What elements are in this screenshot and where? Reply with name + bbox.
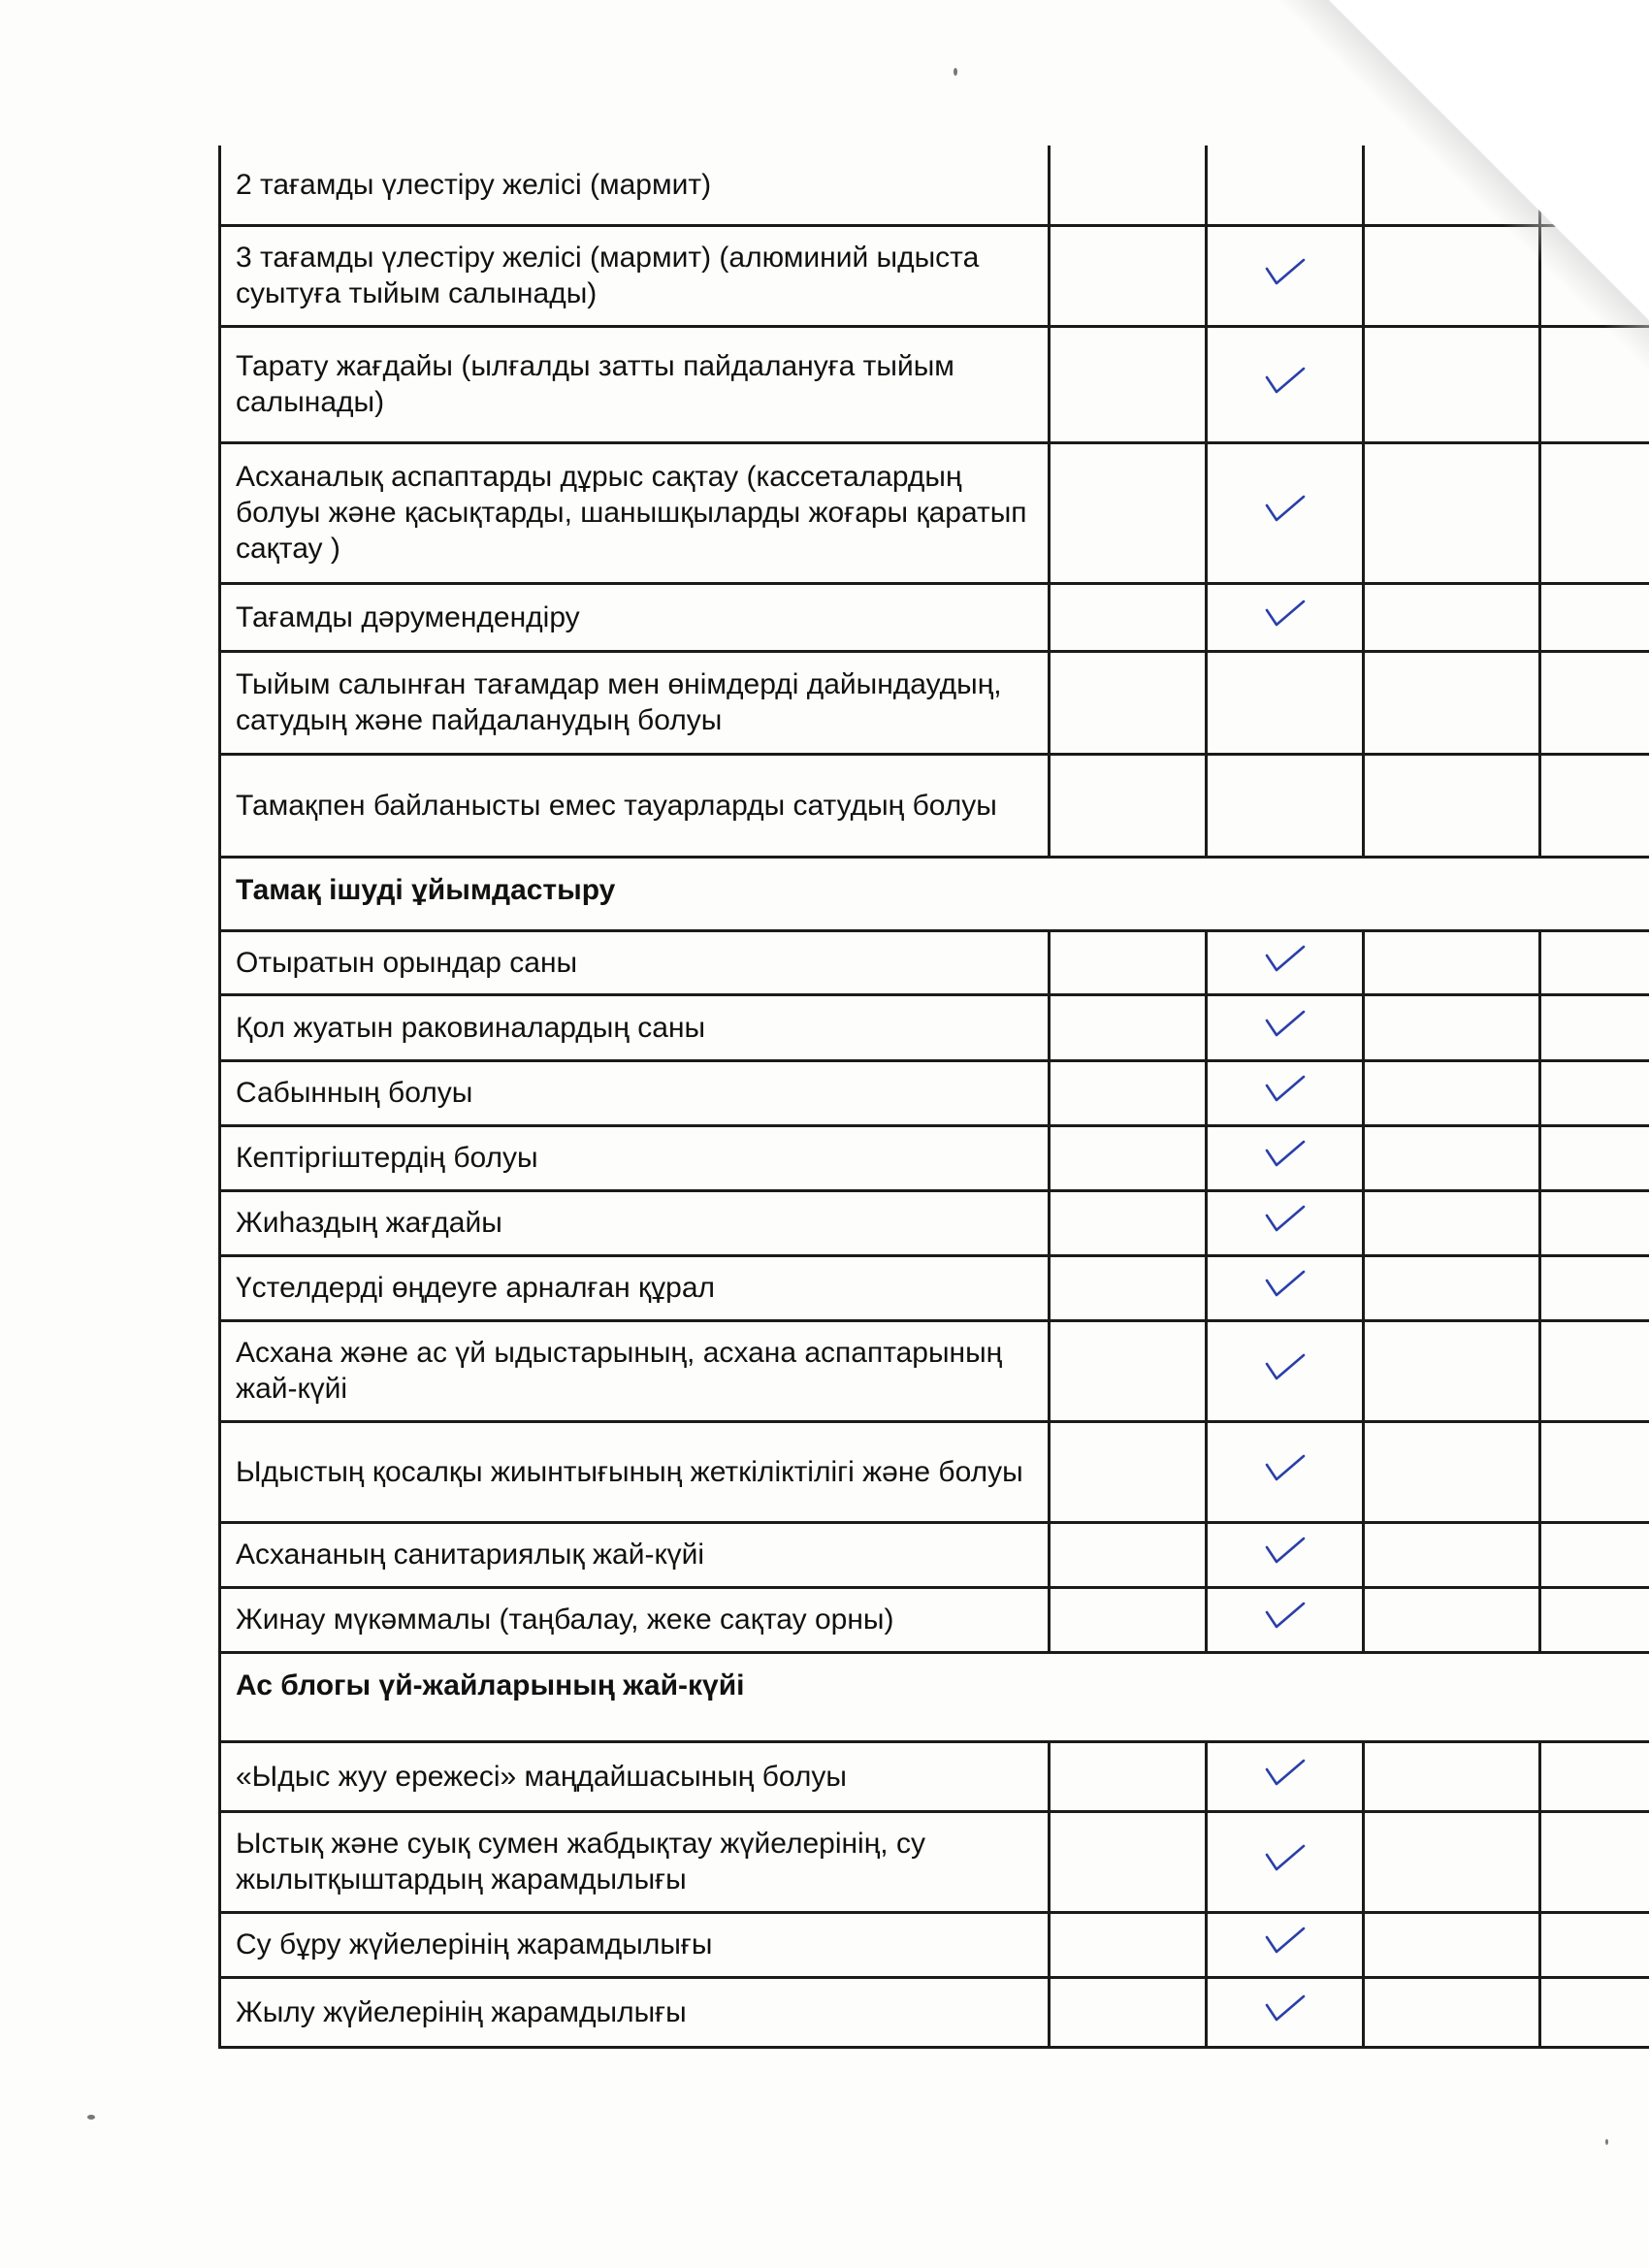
mark-cell-4 (1540, 1912, 1649, 1977)
item-label: Су бұру жүйелерінің жарамдылығы (220, 1912, 1050, 1977)
checkmark-icon (1264, 1843, 1307, 1872)
mark-cell-1 (1050, 1912, 1207, 1977)
mark-cell-1 (1050, 651, 1207, 754)
mark-cell-3 (1364, 1977, 1540, 2047)
item-label: Тарату жағдайы (ылғалды затты пайдалануға тыйым салынады) (220, 326, 1050, 442)
mark-cell-3 (1364, 1811, 1540, 1912)
item-label: Үстелдерді өңдеуге арналған құрал (220, 1255, 1050, 1320)
mark-cell-2 (1207, 1421, 1364, 1522)
mark-cell-2 (1207, 1977, 1364, 2047)
mark-cell-3 (1364, 994, 1540, 1060)
scan-speck (954, 68, 957, 76)
table-row (220, 1912, 1649, 1977)
table-row (220, 1811, 1649, 1912)
mark-cell-2 (1207, 1912, 1364, 1977)
checkmark-icon (1264, 1758, 1307, 1787)
mark-cell-4 (1540, 326, 1649, 442)
mark-cell-2 (1207, 1255, 1364, 1320)
mark-cell-2 (1207, 1522, 1364, 1587)
table-row (220, 1320, 1649, 1421)
checkmark-icon (1264, 599, 1307, 628)
mark-cell-3 (1364, 1255, 1540, 1320)
mark-cell-4 (1540, 583, 1649, 651)
checkmark-icon (1264, 1352, 1307, 1381)
section-heading: Тамақ ішуді ұйымдастыру (220, 857, 1649, 930)
item-label: Асхана және ас үй ыдыстарының, асхана аспаптарының жай-күйі (220, 1320, 1050, 1421)
mark-cell-2 (1207, 326, 1364, 442)
checkmark-icon (1264, 1139, 1307, 1168)
mark-cell-3 (1364, 1060, 1540, 1125)
mark-cell-3 (1364, 1125, 1540, 1190)
mark-cell-1 (1050, 1587, 1207, 1652)
mark-cell-1 (1050, 225, 1207, 326)
mark-cell-3 (1364, 1912, 1540, 1977)
mark-cell-2 (1207, 994, 1364, 1060)
table-row (220, 994, 1649, 1060)
mark-cell-4 (1540, 1977, 1649, 2047)
mark-cell-1 (1050, 1421, 1207, 1522)
mark-cell-1 (1050, 146, 1207, 225)
mark-cell-3 (1364, 1587, 1540, 1652)
checkmark-icon (1264, 1601, 1307, 1630)
mark-cell-4 (1540, 1320, 1649, 1421)
mark-cell-3 (1364, 651, 1540, 754)
mark-cell-4 (1540, 1421, 1649, 1522)
item-label: Ыстық және суық сумен жабдықтау жүйелерінің, су жылытқыштардың жарамдылығы (220, 1811, 1050, 1912)
table-row (220, 1255, 1649, 1320)
mark-cell-4 (1540, 930, 1649, 994)
checkmark-icon (1264, 1453, 1307, 1482)
table-row (220, 1977, 1649, 2047)
mark-cell-3 (1364, 326, 1540, 442)
mark-cell-3 (1364, 754, 1540, 857)
checkmark-icon (1264, 366, 1307, 395)
checkmark-icon (1264, 257, 1307, 286)
mark-cell-1 (1050, 1741, 1207, 1811)
mark-cell-4 (1540, 994, 1649, 1060)
table-row (220, 583, 1649, 651)
checkmark-icon (1264, 944, 1307, 973)
mark-cell-1 (1050, 326, 1207, 442)
mark-cell-4 (1540, 442, 1649, 583)
mark-cell-4 (1540, 1190, 1649, 1255)
item-label: Қол жуатын раковиналардың саны (220, 994, 1050, 1060)
section-row (220, 857, 1649, 930)
mark-cell-4 (1540, 1587, 1649, 1652)
table-row (220, 442, 1649, 583)
mark-cell-2 (1207, 1587, 1364, 1652)
mark-cell-2 (1207, 583, 1364, 651)
mark-cell-4 (1540, 754, 1649, 857)
item-label: Жинау мүкәммалы (таңбалау, жеке сақтау орны) (220, 1587, 1050, 1652)
mark-cell-1 (1050, 1060, 1207, 1125)
section-row (220, 1652, 1649, 1741)
item-label: Кептіргіштердің болуы (220, 1125, 1050, 1190)
table-row (220, 1060, 1649, 1125)
table-row (220, 1125, 1649, 1190)
item-label: Асхананың санитариялық жай-күйі (220, 1522, 1050, 1587)
item-label: Отыратын орындар саны (220, 930, 1050, 994)
mark-cell-1 (1050, 1522, 1207, 1587)
item-label: «Ыдыс жуу ережесі» маңдайшасының болуы (220, 1741, 1050, 1811)
table-row (220, 754, 1649, 857)
mark-cell-3 (1364, 930, 1540, 994)
item-label: Ыдыстың қосалқы жиынтығының жеткіліктілігі және болуы (220, 1421, 1050, 1522)
mark-cell-4 (1540, 1522, 1649, 1587)
table-row (220, 1587, 1649, 1652)
checkmark-icon (1264, 1536, 1307, 1565)
table-row (220, 1741, 1649, 1811)
mark-cell-1 (1050, 994, 1207, 1060)
mark-cell-4 (1540, 651, 1649, 754)
checkmark-icon (1264, 1926, 1307, 1955)
section-heading: Ас блогы үй-жайларының жай-күйі (220, 1652, 1649, 1741)
mark-cell-3 (1364, 1190, 1540, 1255)
item-label: Тыйым салынған тағамдар мен өнімдерді дайындаудың, сатудың және пайдаланудың болуы (220, 651, 1050, 754)
item-label: Сабынның болуы (220, 1060, 1050, 1125)
mark-cell-1 (1050, 930, 1207, 994)
checkmark-icon (1264, 1269, 1307, 1298)
item-label: Тағамды дәрумендендіру (220, 583, 1050, 651)
mark-cell-1 (1050, 1190, 1207, 1255)
mark-cell-2 (1207, 1125, 1364, 1190)
mark-cell-2 (1207, 1320, 1364, 1421)
mark-cell-1 (1050, 1977, 1207, 2047)
checklist-table (218, 146, 1649, 2049)
mark-cell-2 (1207, 754, 1364, 857)
mark-cell-1 (1050, 1125, 1207, 1190)
item-label: Жылу жүйелерінің жарамдылығы (220, 1977, 1050, 2047)
mark-cell-1 (1050, 442, 1207, 583)
table-row (220, 326, 1649, 442)
mark-cell-3 (1364, 1421, 1540, 1522)
mark-cell-2 (1207, 651, 1364, 754)
mark-cell-1 (1050, 1811, 1207, 1912)
table-row (220, 930, 1649, 994)
mark-cell-2 (1207, 930, 1364, 994)
item-label: 2 тағамды үлестіру желісі (мармит) (220, 146, 1050, 225)
item-label: Жиһаздың жағдайы (220, 1190, 1050, 1255)
mark-cell-2 (1207, 1190, 1364, 1255)
checkmark-icon (1264, 1204, 1307, 1233)
mark-cell-4 (1540, 1811, 1649, 1912)
checklist-body (220, 146, 1649, 2047)
mark-cell-4 (1540, 1125, 1649, 1190)
mark-cell-1 (1050, 583, 1207, 651)
checkmark-icon (1264, 1009, 1307, 1038)
table-row (220, 651, 1649, 754)
item-label: 3 тағамды үлестіру желісі (мармит) (алюминий ыдыста суытуға тыйым салынады) (220, 225, 1050, 326)
item-label: Асханалық аспаптарды дұрыс сақтау (кассеталардың болуы және қасықтарды, шанышқыларды жоғары қаратып сақтау ) (220, 442, 1050, 583)
mark-cell-1 (1050, 1255, 1207, 1320)
mark-cell-1 (1050, 754, 1207, 857)
mark-cell-2 (1207, 442, 1364, 583)
mark-cell-2 (1207, 1060, 1364, 1125)
mark-cell-3 (1364, 442, 1540, 583)
checkmark-icon (1264, 494, 1307, 523)
table-row (220, 1421, 1649, 1522)
checkmark-icon (1264, 1993, 1307, 2023)
mark-cell-2 (1207, 1741, 1364, 1811)
mark-cell-3 (1364, 1320, 1540, 1421)
table-row (220, 1190, 1649, 1255)
mark-cell-4 (1540, 1255, 1649, 1320)
folded-corner (1329, 0, 1649, 320)
mark-cell-1 (1050, 1320, 1207, 1421)
mark-cell-4 (1540, 1060, 1649, 1125)
mark-cell-4 (1540, 1741, 1649, 1811)
item-label: Тамақпен байланысты емес тауарларды сатудың болуы (220, 754, 1050, 857)
scan-speck (1605, 2139, 1608, 2145)
checkmark-icon (1264, 1074, 1307, 1103)
scan-speck (87, 2115, 95, 2120)
mark-cell-3 (1364, 1741, 1540, 1811)
mark-cell-3 (1364, 583, 1540, 651)
mark-cell-2 (1207, 1811, 1364, 1912)
mark-cell-3 (1364, 1522, 1540, 1587)
table-row (220, 1522, 1649, 1587)
